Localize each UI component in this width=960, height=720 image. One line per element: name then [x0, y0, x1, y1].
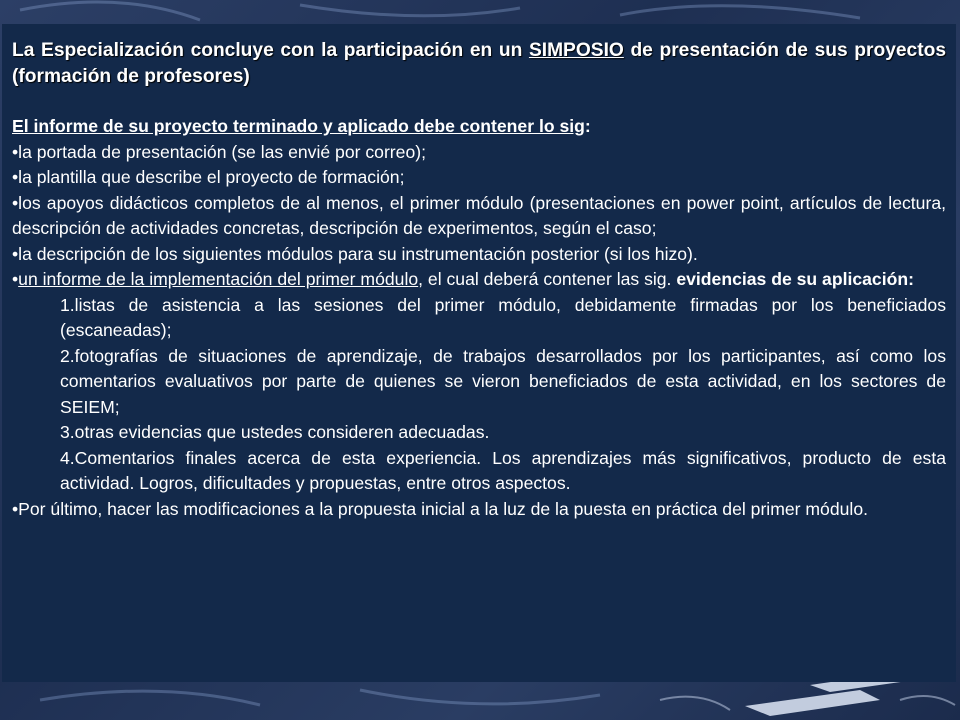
- bullet-item: •la descripción de los siguientes módulos para su instrumentación posterior (si los hizo).: [12, 243, 698, 264]
- simposio-word: SIMPOSIO: [528, 40, 624, 61]
- report-heading: [12, 114, 946, 140]
- implementation-underlined: un informe de la implementación del primer módulo: [18, 269, 419, 289]
- implementation-middle: , el cual deberá contener las sig.: [418, 269, 677, 289]
- title-text-2: de presentación de sus proyectos (formación de profesores): [12, 40, 946, 87]
- report-heading-text: El informe de su proyecto terminado y aplicado debe contener lo sig: [12, 116, 585, 136]
- slide-title: [12, 38, 946, 89]
- bullet-item: •la portada de presentación (se las envié por correo);: [12, 141, 426, 162]
- bullet-item: •la plantilla que describe el proyecto de formación;: [12, 167, 405, 187]
- evidence-item: 2.fotografías de situaciones de aprendizaje, de trabajos desarrollados por los participantes, así como los comentarios evaluativos por parte de quienes se vieron beneficiados de esta actividad, en los sectores de SEIEM;: [60, 345, 946, 417]
- evidence-heading: evidencias de su aplicación:: [676, 269, 914, 289]
- title-text-1: La Especialización concluye con la participación en un: [12, 40, 529, 61]
- implementation-bullet: [12, 267, 946, 293]
- content-panel: [2, 24, 956, 682]
- evidence-item: 1.listas de asistencia a las sesiones del primer módulo, debidamente firmadas por los beneficiados (escaneadas);: [60, 294, 946, 340]
- bullet-item: •los apoyos didácticos completos de al menos, el primer módulo (presentaciones en power point, artículos de lectura, descripción de actividades concretas, descripción de experimentos, según el caso;: [12, 192, 946, 238]
- evidence-item: 3.otras evidencias que ustedes consideren adecuadas.: [60, 422, 490, 442]
- spacer: [12, 89, 946, 114]
- evidence-item: 4.Comentarios finales acerca de esta experiencia. Los aprendizajes más significativos, producto de esta actividad. Logros, dificultades y propuestas, entre otros aspectos.: [60, 447, 946, 493]
- bullet-marker: •: [12, 269, 19, 289]
- report-heading-colon: :: [584, 116, 591, 136]
- final-bullet: •Por último, hacer las modificaciones a la propuesta inicial a la luz de la puesta en práctica del primer módulo.: [12, 498, 868, 519]
